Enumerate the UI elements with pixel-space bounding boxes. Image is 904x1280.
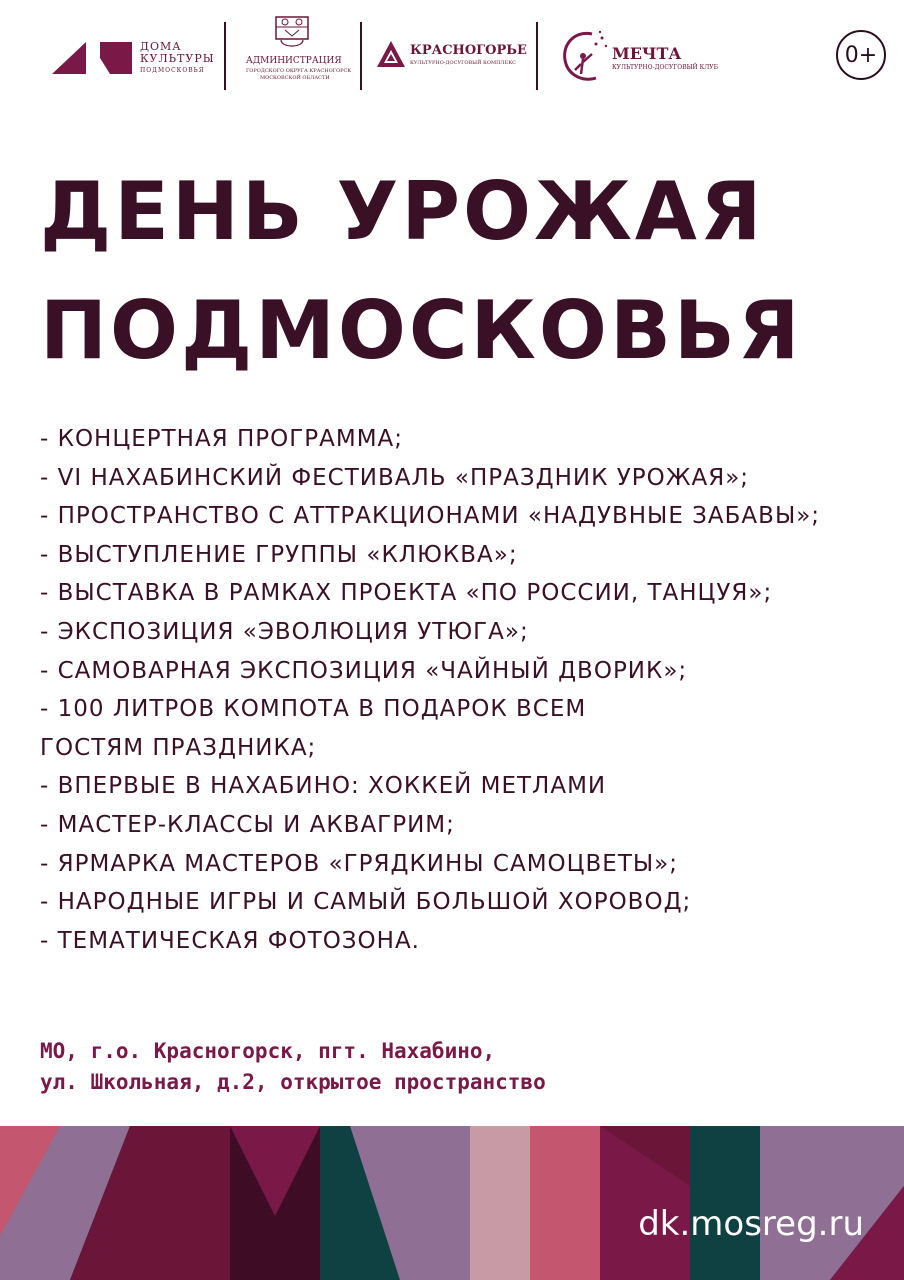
krasnogorye-logo: [376, 40, 526, 74]
program-item: - НАРОДНЫЕ ИГРЫ И САМЫЙ БОЛЬШОЙ ХОРОВОД;: [40, 889, 692, 916]
administration-logo: [240, 16, 350, 88]
logo-divider: [360, 22, 362, 90]
program-item: - ЯРМАРКА МАСТЕРОВ «ГРЯДКИНЫ САМОЦВЕТЫ»;: [40, 850, 678, 877]
administration-line1: АДМИНИСТРАЦИЯ: [246, 56, 342, 66]
doma-kultury-line3: ПОДМОСКОВЬЯ: [140, 67, 205, 74]
program-item: - ПРОСТРАНСТВО С АТТРАКЦИОНАМИ «НАДУВНЫЕ ЗАБАВЫ»;: [40, 503, 821, 530]
program-item: - ЭКСПОЗИЦИЯ «ЭВОЛЮЦИЯ УТЮГА»;: [40, 618, 529, 645]
event-title-line2: ПОДМОСКОВЬЯ: [40, 284, 803, 377]
event-title-line1: ДЕНЬ УРОЖАЯ: [40, 165, 765, 258]
mechta-figure-icon: [556, 26, 614, 84]
partner-logos-header: [0, 0, 904, 120]
program-item: - ВЫСТУПЛЕНИЕ ГРУППЫ «КЛЮКВА»;: [40, 541, 518, 568]
program-item: - ВПЕРВЫЕ В НАХАБИНО: ХОККЕЙ МЕТЛАМИ: [40, 773, 607, 800]
administration-line2: ГОРОДСКОГО ОКРУГА КРАСНОГОРСК: [246, 68, 352, 74]
mechta-line2: КУЛЬТУРНО-ДОСУГОВЫЙ КЛУБ: [612, 64, 719, 71]
decorative-footer-band: [0, 1126, 904, 1280]
logo-divider: [224, 22, 226, 90]
address-line1: МО, г.о. Красногорск, пгт. Нахабино,: [40, 1039, 496, 1063]
program-item: - МАСТЕР-КЛАССЫ И АКВАГРИМ;: [40, 811, 455, 838]
event-address: [40, 1036, 546, 1098]
program-item: - КОНЦЕРТНАЯ ПРОГРАММА;: [40, 426, 404, 452]
age-rating-badge: 0+: [836, 30, 886, 80]
coat-of-arms-icon: [275, 16, 309, 52]
program-item: ГОСТЯМ ПРАЗДНИКА;: [40, 734, 317, 761]
krasnogorye-line2: КУЛЬТУРНО-ДОСУГОВЫЙ КОМПЛЕКС: [410, 60, 517, 66]
address-line2: ул. Школьная, д.2, открытое пространство: [40, 1070, 546, 1094]
program-item: - VI НАХАБИНСКИЙ ФЕСТИВАЛЬ «ПРАЗДНИК УРОЖАЯ»;: [40, 464, 750, 491]
event-program-list: [40, 420, 880, 960]
doma-kultury-line1: ДОМА: [140, 40, 182, 53]
krasnogorye-triangle-icon: [376, 40, 406, 68]
logo-divider: [536, 22, 538, 90]
mechta-line1: МЕЧТА: [612, 44, 682, 63]
doma-kultury-line2: КУЛЬТУРЫ: [140, 52, 215, 65]
krasnogorye-line1: КРАСНОГОРЬЕ: [410, 43, 527, 58]
administration-line3: МОСКОВСКОЙ ОБЛАСТИ: [260, 75, 330, 81]
program-item: - САМОВАРНАЯ ЭКСПОЗИЦИЯ «ЧАЙНЫЙ ДВОРИК»;: [40, 657, 688, 684]
doma-kultury-emblem-icon: [52, 40, 132, 76]
website-url-link[interactable]: dk.mosreg.ru: [638, 1204, 864, 1244]
program-item: - ВЫСТАВКА В РАМКАХ ПРОЕКТА «ПО РОССИИ, ТАНЦУЯ»;: [40, 580, 773, 607]
mechta-logo: [556, 26, 736, 86]
doma-kultury-logo: [52, 40, 215, 80]
program-item: - ТЕМАТИЧЕСКАЯ ФОТОЗОНА.: [40, 927, 420, 954]
program-item: - 100 ЛИТРОВ КОМПОТА В ПОДАРОК ВСЕМ: [40, 696, 587, 723]
